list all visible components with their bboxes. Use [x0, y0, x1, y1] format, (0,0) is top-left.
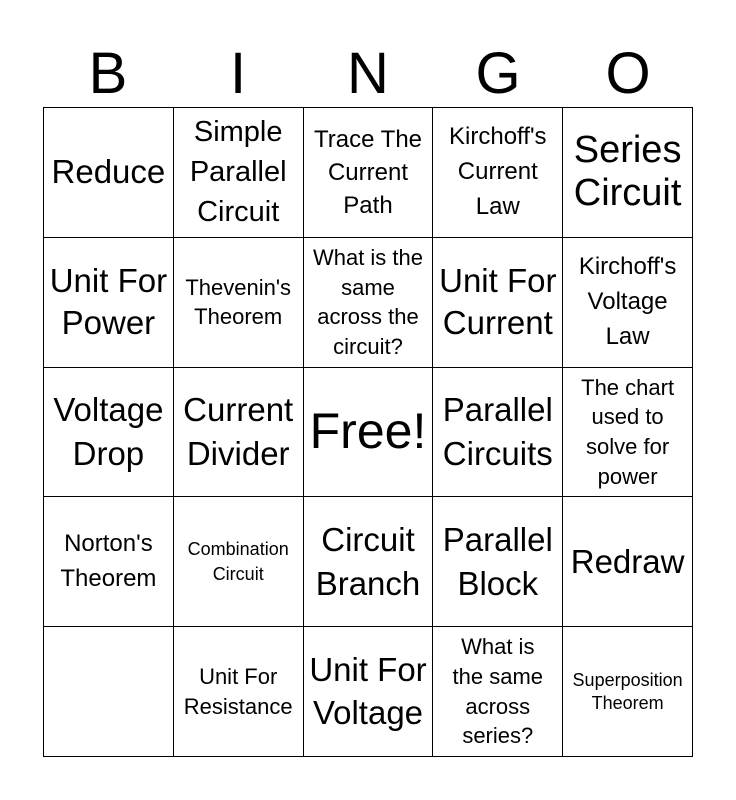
cell-text: Thevenin's Theorem: [185, 274, 292, 330]
bingo-cell: [44, 368, 174, 498]
bingo-cell: [433, 368, 563, 498]
bingo-header: [43, 40, 693, 108]
cell-text: Trace The Current Path: [313, 125, 423, 219]
bingo-cell: [563, 627, 693, 757]
header-letter-g: G: [475, 41, 521, 106]
cell-text: Unit For Resistance: [183, 663, 293, 719]
cell-text: Parallel Circuits: [442, 391, 553, 472]
cell-text: Voltage Drop: [53, 391, 164, 472]
bingo-cell: [44, 108, 174, 238]
bingo-cell: [563, 238, 693, 368]
bingo-cell: [174, 627, 304, 757]
bingo-cell: [433, 497, 563, 627]
bingo-cell: [174, 497, 304, 627]
bingo-cell: [174, 108, 304, 238]
bingo-cell: [304, 627, 434, 757]
cell-text: Norton's Theorem: [60, 529, 157, 592]
cell-text: Superposition Theorem: [572, 669, 683, 713]
cell-text: What is the same across series?: [452, 634, 544, 749]
cell-text: Current Divider: [183, 391, 294, 472]
cell-text: Reduce: [51, 153, 166, 191]
cell-text: Parallel Block: [442, 521, 553, 602]
bingo-cell: [44, 497, 174, 627]
bingo-cell: [174, 238, 304, 368]
cell-text: The chart used to solve for power: [581, 374, 675, 489]
bingo-cell: [304, 238, 434, 368]
bingo-cell: [563, 497, 693, 627]
cell-text: Simple Parallel Circuit: [189, 116, 287, 229]
bingo-cell: [44, 238, 174, 368]
bingo-cell-free: [304, 368, 434, 498]
header-letter-n: N: [347, 41, 389, 106]
cell-text: Combination Circuit: [187, 538, 289, 584]
bingo-cell: [304, 497, 434, 627]
cell-text: Kirchoff's Voltage Law: [578, 253, 677, 350]
bingo-cell: [433, 238, 563, 368]
cell-text: What is the same across the circuit?: [312, 244, 423, 359]
header-letter-i: I: [229, 41, 247, 106]
cell-text: Unit For Current: [439, 261, 557, 342]
bingo-cell: [563, 368, 693, 498]
bingo-board: [43, 107, 693, 757]
free-space-text: Free!: [309, 403, 427, 460]
bingo-cell: [304, 108, 434, 238]
bingo-cell-empty: [44, 627, 174, 757]
cell-text: Series Circuit: [573, 128, 682, 215]
cell-text: Redraw: [570, 542, 685, 580]
cell-text: Unit For Power: [49, 261, 168, 342]
cell-text: Kirchoff's Current Law: [449, 123, 547, 220]
header-letter-o: O: [605, 41, 651, 106]
cell-text: Circuit Branch: [315, 521, 421, 602]
header-letter-b: B: [88, 41, 128, 106]
bingo-cell: [563, 108, 693, 238]
cell-text: Unit For Voltage: [309, 651, 427, 731]
bingo-cell: [174, 368, 304, 498]
bingo-cell: [433, 108, 563, 238]
bingo-cell: [433, 627, 563, 757]
